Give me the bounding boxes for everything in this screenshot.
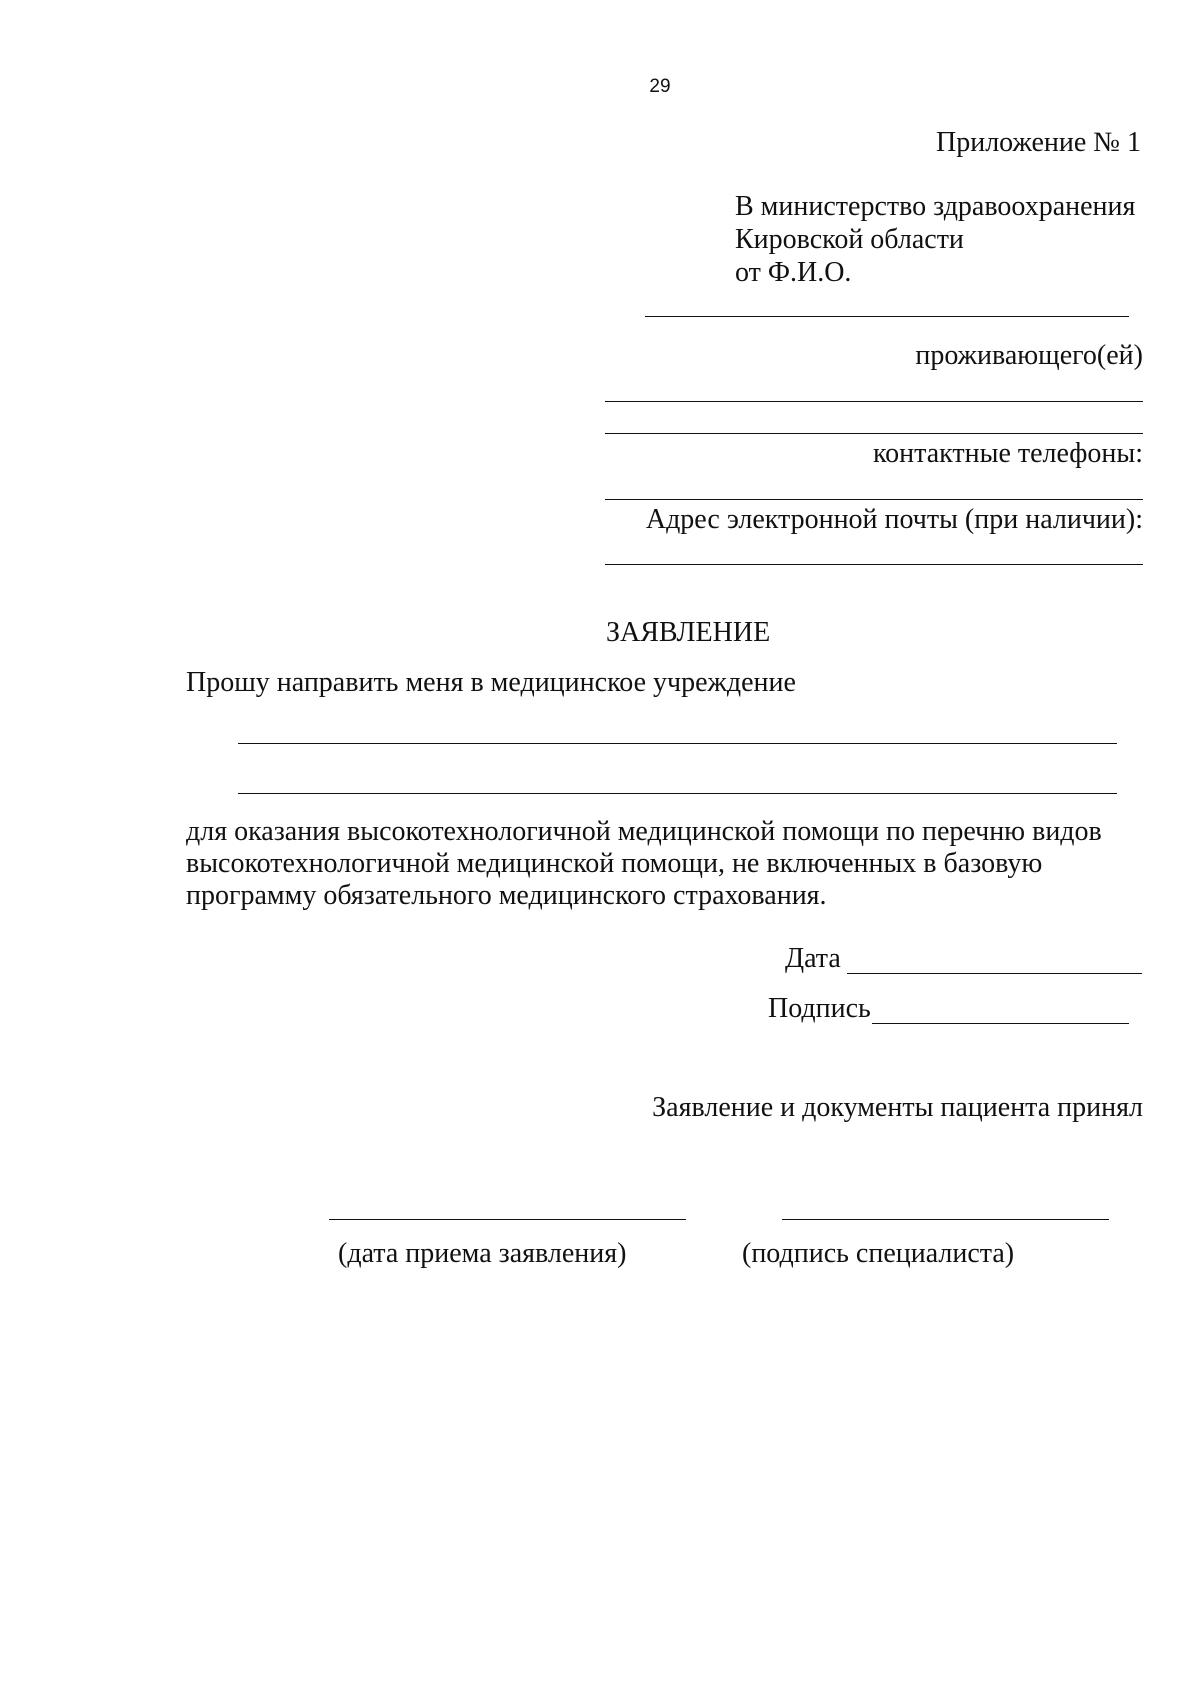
email-label: Адрес электронной почты (при наличии): xyxy=(645,504,1143,535)
signature-field-line[interactable] xyxy=(872,1023,1129,1024)
residence-field-line-1[interactable] xyxy=(605,401,1143,402)
addressee-line-2: Кировской области xyxy=(735,224,964,255)
appendix-label: Приложение № 1 xyxy=(936,127,1141,158)
addressee-line-3: от Ф.И.О. xyxy=(735,257,852,288)
residence-field-line-2[interactable] xyxy=(605,433,1143,434)
phones-label: контактные телефоны: xyxy=(873,438,1143,469)
residence-label: проживающего(ей) xyxy=(915,340,1143,371)
name-field-line[interactable] xyxy=(645,316,1129,317)
accepted-text: Заявление и документы пациента принял xyxy=(652,1092,1143,1123)
document-title: ЗАЯВЛЕНИЕ xyxy=(606,617,771,648)
date-field-line[interactable] xyxy=(847,973,1142,974)
date-received-caption: (дата приема заявления) xyxy=(338,1238,627,1269)
date-label: Дата xyxy=(785,943,841,974)
purpose-line-3: программу обязательного медицинского страхования. xyxy=(186,880,827,911)
specialist-signature-caption: (подпись специалиста) xyxy=(742,1238,1015,1269)
page-number: 29 xyxy=(649,76,671,97)
request-text: Прошу направить меня в медицинское учреждение xyxy=(186,667,796,698)
addressee-line-1: В министерство здравоохранения xyxy=(735,191,1136,222)
purpose-line-2: высокотехнологичной медицинской помощи, не включенных в базовую xyxy=(186,848,1043,879)
date-received-field-line[interactable] xyxy=(329,1219,686,1220)
signature-label: Подпись xyxy=(768,993,871,1024)
institution-field-line-1[interactable] xyxy=(238,743,1117,744)
phones-field-line[interactable] xyxy=(605,499,1143,500)
email-field-line[interactable] xyxy=(605,564,1143,565)
specialist-signature-field-line[interactable] xyxy=(782,1219,1109,1220)
institution-field-line-2[interactable] xyxy=(238,793,1117,794)
purpose-line-1: для оказания высокотехнологичной медицинской помощи по перечню видов xyxy=(186,816,1102,847)
